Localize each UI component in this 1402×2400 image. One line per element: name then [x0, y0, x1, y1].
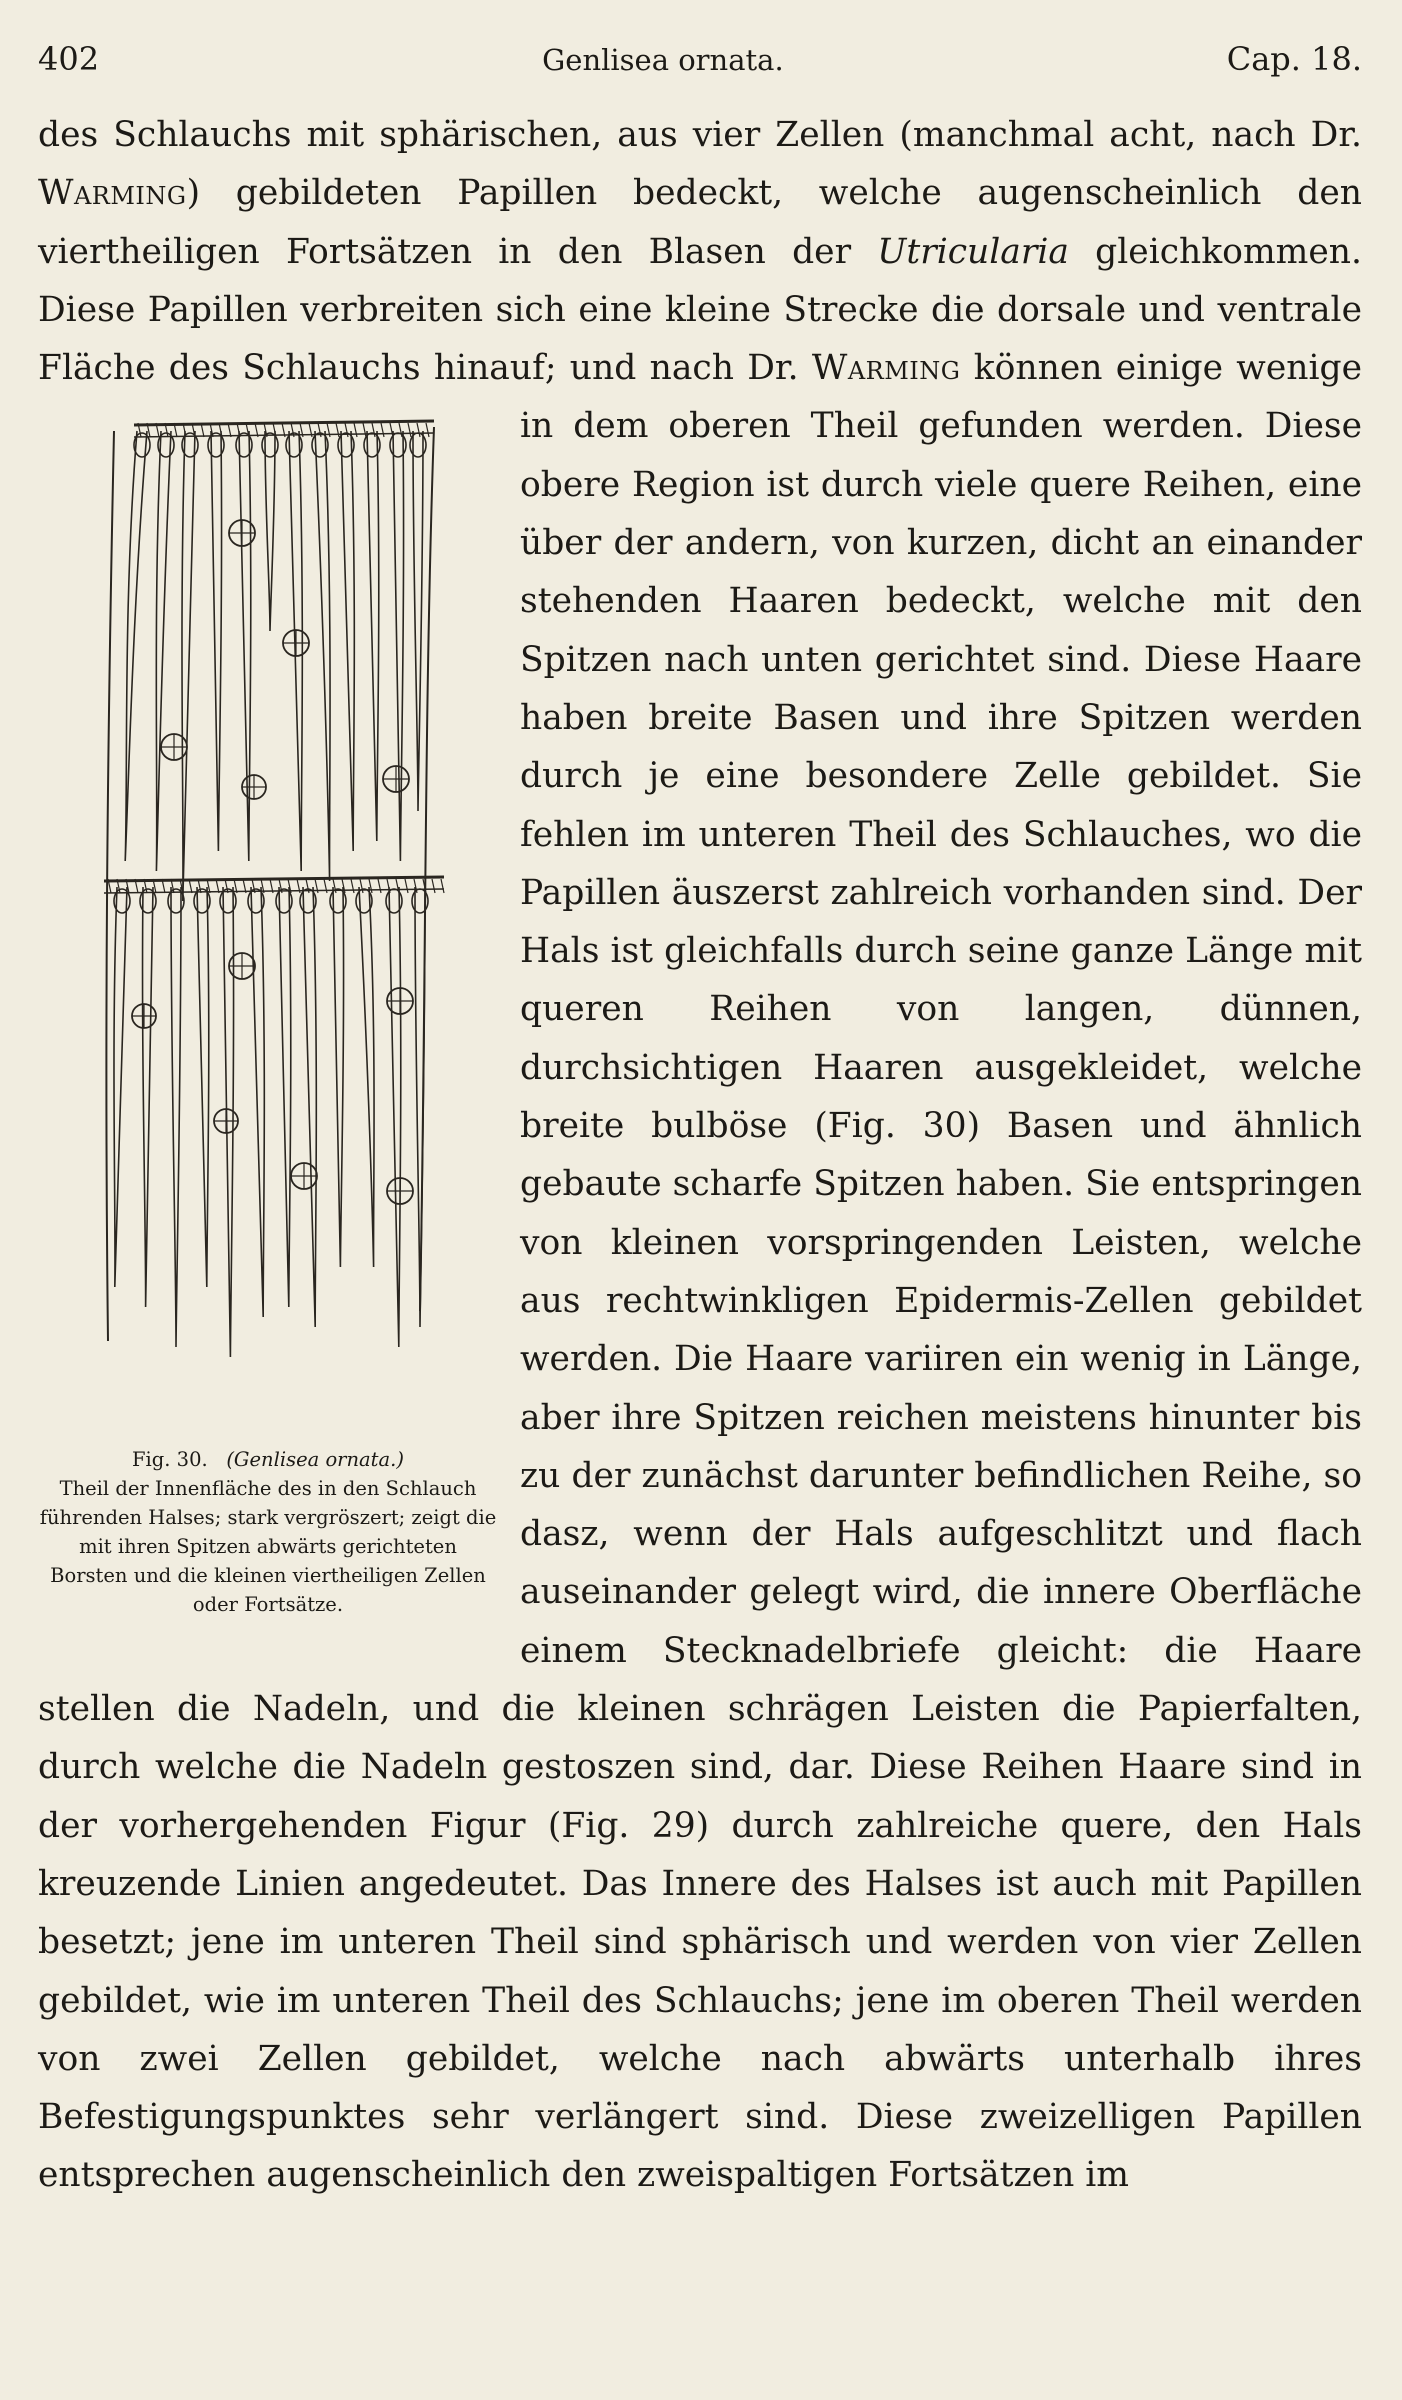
text-segment: ) gebildeten Papillen bedeckt, welche augenscheinlich den viertheiligen Fortsätzen in den Blasen der — [38, 173, 1362, 272]
caption-label: Fig. 30. — [132, 1448, 208, 1472]
bristle — [367, 431, 379, 841]
author-name: Warming — [811, 348, 961, 389]
caption-text: Theil der Innenfläche des in den Schlauch führenden Halses; stark vergröszert; zeigt die mit ihren Spitzen abwärts gerichteten Borsten und die kleinen viertheiligen Zellen oder Fortsätze. — [39, 1477, 497, 1617]
page-number: 402 — [38, 40, 100, 78]
ridge-cell — [372, 423, 375, 437]
ridge-cell — [417, 423, 420, 437]
ridge-cell — [408, 423, 411, 437]
bristle — [389, 887, 401, 1347]
ridge-cell — [426, 423, 429, 437]
ridge-cell — [378, 879, 381, 893]
bristle — [211, 431, 222, 851]
running-head — [38, 40, 1362, 78]
body-text — [38, 106, 1362, 2205]
bristle — [197, 887, 209, 1287]
text-segment: des Schlauchs mit sphärischen, aus vier Zellen (manchmal acht, nach Dr. — [38, 115, 1362, 155]
bristle — [114, 887, 127, 1287]
ridge-cell — [351, 879, 354, 893]
genus-name: Utricularia — [877, 231, 1069, 272]
bristle — [415, 887, 425, 1327]
bristle — [333, 887, 344, 1267]
bristle — [251, 887, 264, 1317]
ridge-cell — [405, 879, 408, 893]
bristle — [303, 887, 316, 1327]
bristle — [182, 431, 195, 901]
ridge-cell — [441, 879, 444, 893]
ridge — [104, 877, 444, 881]
text-segment: gleichkommen. Diese Papillen verbreiten sich eine kleine Strecke die dorsale und ventrale Fläche des Schlauchs hinauf; und nach Dr. — [38, 231, 1362, 389]
bristle — [125, 431, 147, 861]
bristle — [265, 431, 275, 631]
bristle — [393, 431, 404, 861]
ridge — [134, 421, 434, 425]
ridge-cell — [381, 423, 384, 437]
bristle — [341, 431, 354, 851]
bristle — [359, 887, 374, 1267]
figure-30 — [38, 397, 498, 1647]
running-title: Genlisea ornata. — [542, 43, 784, 77]
figure-illustration — [94, 411, 454, 1411]
bristle — [143, 887, 153, 1307]
ridge-cell — [432, 879, 435, 893]
ridge-cell — [363, 423, 366, 437]
neck-outline-left — [106, 431, 114, 1341]
author-name: Warming — [38, 173, 187, 214]
ridge-cell — [354, 423, 357, 437]
bristle — [239, 431, 251, 861]
chapter-label: Cap. 18. — [1226, 40, 1362, 78]
bristle — [171, 887, 181, 1347]
bristle — [315, 431, 330, 881]
bristle — [156, 431, 171, 871]
bristle — [413, 431, 423, 811]
text-segment: können einige wenige in dem oberen Theil gefunden werden. Diese obere Region ist durch viele quere Reihen, eine über der andern, von kurzen, dicht an einander stehenden Haaren bedeckt, welche mit den Spitzen nach unten gerichtet sind. Diese Haare haben breite Basen und ihre Spitzen werden durch je eine besondere Zelle gebildet. Sie fehlen im unteren Theil des Schlauches, wo die Papillen äuszerst zahlreich vorhanden sind. Der Hals ist gleichfalls durch seine ganze Länge mit queren Reihen von langen, dünnen, durchsichtigen Haaren ausgekleidet, welche breite bulböse (Fig. 30) Basen und ähnlich gebaute scharfe Spitzen haben. Sie entspringen von kleinen vorspringenden Leisten, welche aus rechtwinkligen Epidermis-Zellen gebildet werden. Die Haare variiren ein wenig in Länge, aber ihre Spitzen reichen meistens hinunter bis zu der zunächst darunter befindlichen Reihe, so dasz, wenn der Hals aufgeschlitzt und flach auseinander gelegt wird, die innere Oberfläche einem Stecknadelbriefe gleicht: die Haare stellen die Nadeln, und die kleinen schrägen Leisten die Papierfalten, durch welche die Nadeln gestoszen sind, dar. Diese Reihen Haare sind in der vorhergehenden Figur (Fig. 29) durch zahlreiche quere, den Hals kreuzende Linien angedeutet. Das Innere des Halses ist auch mit Papillen besetzt; jene im unteren Theil sind sphärisch und werden von vier Zellen gebildet, wie im unteren Theil des Schlauchs; jene im oberen Theil werden von zwei Zellen gebildet, welche nach abwärts unterhalb ihres Befestigungspunktes sehr verlängert sind. Diese zweizelligen Papillen entsprechen augenscheinlich den zweispaltigen Fortsätzen im — [38, 348, 1362, 2196]
caption-species: (Genlisea ornata.) — [226, 1448, 404, 1472]
figure-caption — [38, 1445, 498, 1619]
bristle — [279, 887, 291, 1307]
